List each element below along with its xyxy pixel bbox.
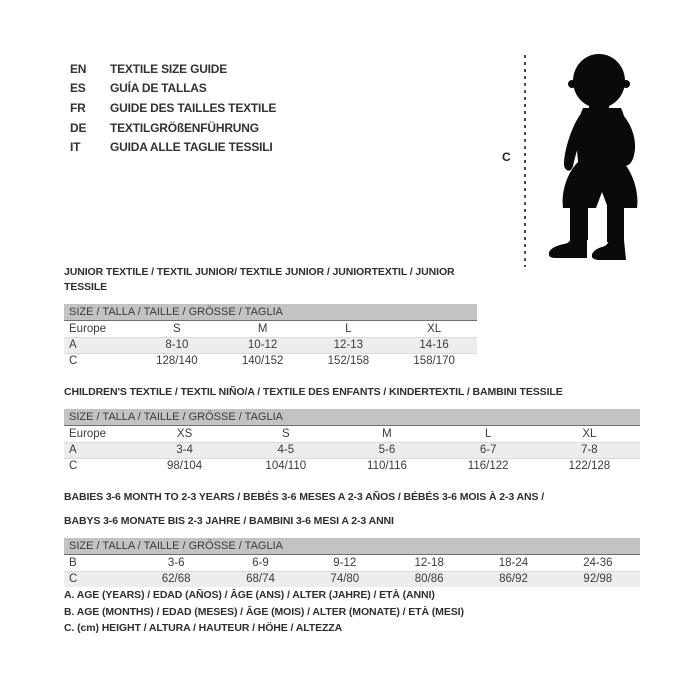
language-code: ES — [70, 81, 86, 96]
language-title: GUIDE DES TAILLES TEXTILE — [110, 100, 277, 115]
size-cell: 24-36 — [556, 555, 640, 571]
table-row — [64, 555, 640, 571]
size-cell: 8-10 — [134, 337, 220, 353]
size-cell: 6-9 — [218, 555, 302, 571]
row-label: A — [64, 442, 134, 458]
language-row — [70, 98, 276, 118]
size-cell: 5-6 — [336, 442, 437, 458]
size-cell: 140/152 — [241, 355, 284, 368]
language-list — [70, 59, 276, 157]
babies-table-grid — [64, 555, 640, 587]
children-table-grid — [64, 426, 640, 474]
size-cell: 128/140 — [156, 355, 198, 368]
size-cell: 86/92 — [499, 573, 528, 586]
size-cell: M — [336, 426, 437, 442]
legend-line: A. AGE (YEARS) / EDAD (AÑOS) / ÂGE (ANS) / ALTER (JAHRE) / ETÀ (ANNI) — [64, 589, 435, 601]
size-cell: XL — [539, 426, 640, 442]
size-cell: 92/98 — [583, 573, 613, 586]
language-row — [70, 137, 276, 157]
size-cell: 14-16 — [391, 337, 477, 353]
size-cell: 12-13 — [306, 337, 392, 353]
row-label: C — [69, 573, 78, 586]
table-row — [64, 571, 640, 587]
language-title: GUIDA ALLE TAGLIE TESSILI — [110, 140, 273, 155]
size-cell: L — [306, 321, 392, 337]
language-row — [70, 59, 276, 79]
row-label: A — [64, 337, 134, 353]
size-cell: 80/86 — [414, 573, 444, 586]
language-code: DE — [70, 120, 87, 135]
size-cell: XL — [391, 321, 477, 337]
language-title: TEXTILGRÖßENFÜHRUNG — [110, 120, 259, 135]
table-row — [64, 337, 477, 353]
row-label: C — [69, 460, 78, 473]
size-cell: 10-12 — [220, 337, 306, 353]
table-row — [64, 353, 477, 369]
size-cell: 122/128 — [568, 460, 611, 473]
size-header-bar: SIZE / TALLA / TAILLE / GRÖSSE / TAGLIA — [64, 409, 640, 426]
row-label: B — [64, 555, 134, 571]
size-cell: S — [134, 321, 220, 337]
size-cell: 18-24 — [471, 555, 555, 571]
size-cell: 74/80 — [330, 573, 360, 586]
language-code: EN — [70, 61, 87, 76]
language-code: IT — [70, 140, 81, 155]
table-row — [64, 442, 640, 458]
legend-line: C. (cm) HEIGHT / ALTURA / HAUTEUR / HÖHE / ALTEZZA — [64, 622, 343, 634]
row-label: C — [69, 355, 78, 368]
height-measure-label: C — [502, 150, 511, 164]
language-code: FR — [70, 100, 86, 115]
size-cell: 3-6 — [134, 555, 218, 571]
size-cell: 7-8 — [539, 442, 640, 458]
size-cell: M — [220, 321, 306, 337]
size-cell: 3-4 — [134, 442, 235, 458]
children-table-title: CHILDREN'S TEXTILE / TEXTIL NIÑO/A / TEXTILE DES ENFANTS / KINDERTEXTIL / BAMBINI TESSILE — [64, 386, 563, 398]
size-cell: 6-7 — [438, 442, 539, 458]
junior-table-title: JUNIOR TEXTILE / TEXTIL JUNIOR/ TEXTILE JUNIOR / JUNIORTEXTIL / JUNIOR TESSILE — [64, 266, 455, 293]
table-row — [64, 426, 640, 442]
table-row — [64, 458, 640, 474]
size-cell: 98/104 — [167, 460, 203, 473]
legend-line: B. AGE (MONTHS) / EDAD (MESES) / ÂGE (MOIS) / ALTER (MONATE) / ETÀ (MESI) — [64, 605, 464, 618]
language-title: GUÍA DE TALLAS — [110, 81, 207, 96]
size-cell: 4-5 — [235, 442, 336, 458]
size-cell: 68/74 — [246, 573, 275, 586]
size-tables — [64, 265, 644, 603]
junior-table-grid — [64, 321, 477, 369]
size-cell: 158/170 — [413, 355, 455, 368]
size-cell: 62/68 — [161, 573, 191, 586]
size-cell: 12-18 — [387, 555, 471, 571]
row-label: Europe — [64, 321, 134, 337]
height-dashed-line — [523, 54, 527, 268]
size-cell: 104/110 — [265, 460, 307, 473]
babies-table-title: BABIES 3-6 MONTH TO 2-3 YEARS / BEBÉS 3-6 MESES A 2-3 AÑOS / BÉBÉS 3-6 MOIS À 2-3 ANS / — [64, 491, 545, 503]
table-row — [64, 321, 477, 337]
size-cell: 116/122 — [467, 460, 509, 473]
babies-textile-table — [64, 490, 640, 587]
language-title: TEXTILE SIZE GUIDE — [110, 61, 228, 76]
size-cell: XS — [134, 426, 235, 442]
size-header-bar: SIZE / TALLA / TAILLE / GRÖSSE / TAGLIA — [64, 538, 640, 555]
row-label: Europe — [64, 426, 134, 442]
children-textile-table — [64, 385, 640, 474]
size-header-bar: SIZE / TALLA / TAILLE / GRÖSSE / TAGLIA — [64, 304, 477, 321]
size-cell: 152/158 — [327, 355, 370, 368]
size-cell: 110/116 — [367, 460, 407, 473]
size-cell: L — [438, 426, 539, 442]
language-row — [70, 118, 276, 138]
size-cell: 9-12 — [303, 555, 387, 571]
junior-textile-table — [64, 265, 477, 369]
legend — [64, 587, 464, 637]
language-row — [70, 79, 276, 99]
size-cell: S — [235, 426, 336, 442]
baby-silhouette-icon — [536, 52, 668, 264]
babies-table-title: BABYS 3-6 MONATE BIS 2-3 JAHRE / BAMBINI 3-6 MESI A 2-3 ANNI — [64, 515, 394, 527]
height-figure — [498, 52, 673, 270]
